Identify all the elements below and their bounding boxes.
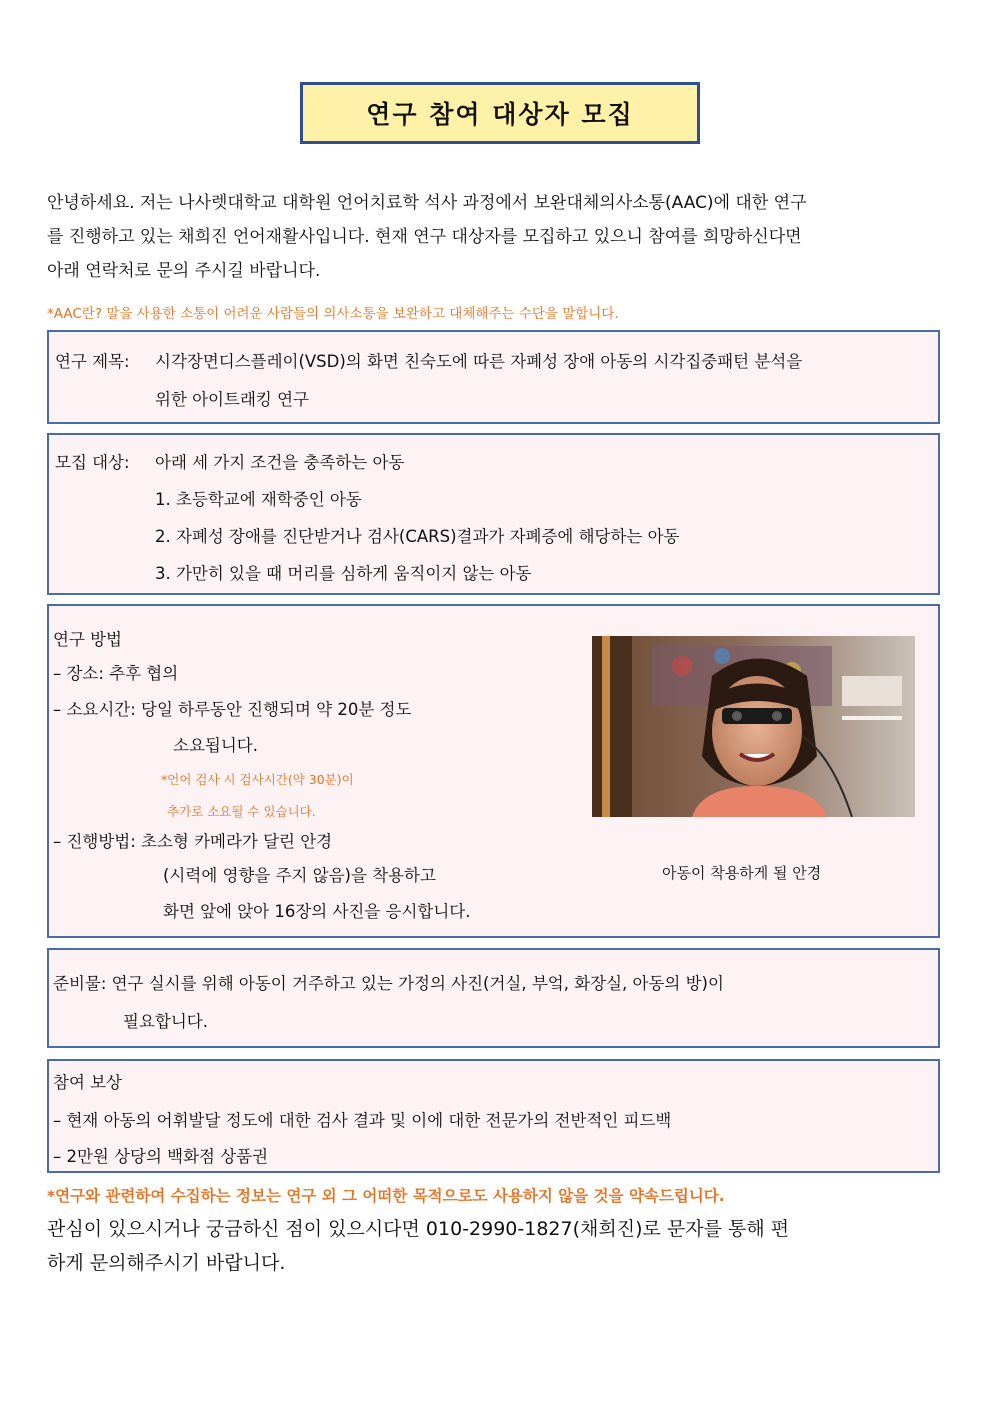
- method-note: *언어 검사 시 검사시간(약 30분)이: [161, 772, 354, 787]
- intro-line: 안녕하세요. 저는 나사렛대학교 대학원 언어치료학 석사 과정에서 보완대체의사소통(AAC)에 대한 연구: [47, 193, 807, 213]
- recruit-box: [47, 433, 940, 595]
- study-title-line: 시각장면디스플레이(VSD)의 화면 친숙도에 따른 자폐성 장애 아동의 시각집중패턴 분석을: [155, 352, 803, 371]
- intro-line: 아래 연락처로 문의 주시길 바랍니다.: [47, 261, 321, 281]
- aac-note: *AAC란? 말을 사용한 소통이 어려운 사람들의 의사소통을 보완하고 대체해주는 수단을 말합니다.: [47, 306, 619, 322]
- study-title-line: 위한 아이트래킹 연구: [155, 390, 309, 409]
- method-time-cont: 소요됩니다.: [173, 736, 258, 755]
- reward-heading: 참여 보상: [53, 1073, 123, 1092]
- method-procedure: (시력에 영향을 주지 않음)을 착용하고: [163, 866, 436, 885]
- method-time: – 소요시간: 당일 하루동안 진행되며 약 20분 정도: [53, 700, 412, 719]
- contact-paragraph: [47, 1212, 945, 1280]
- contact-line: 관심이 있으시거나 궁금하신 점이 있으시다면 010-2990-1827(채희진)로 문자를 통해 편: [47, 1218, 790, 1240]
- recruit-intro: 아래 세 가지 조건을 충족하는 아동: [155, 453, 405, 472]
- reward-box: [47, 1059, 940, 1173]
- recruit-item: 2. 자폐성 장애를 진단받거나 검사(CARS)결과가 자폐증에 해당하는 아동: [155, 527, 680, 546]
- title-box: [300, 82, 700, 144]
- prep-box: [47, 948, 940, 1048]
- prep-line: 준비물: 연구 실시를 위해 아동이 거주하고 있는 가정의 사진(거실, 부엌, 화장실, 아동의 방)이: [53, 974, 724, 993]
- method-procedure: – 진행방법: 초소형 카메라가 달린 안경: [53, 832, 333, 851]
- eye-tracker-photo: [592, 636, 915, 817]
- page-title: 연구 참여 대상자 모집: [366, 100, 634, 129]
- method-heading: 연구 방법: [53, 630, 123, 649]
- photo-caption: 아동이 착용하게 될 안경: [662, 864, 822, 882]
- photo-illustration: [592, 636, 915, 817]
- method-procedure: 화면 앞에 앉아 16장의 사진을 응시합니다.: [163, 902, 471, 921]
- contact-line: 하게 문의해주시기 바랍니다.: [47, 1252, 286, 1274]
- privacy-note: *연구와 관련하여 수집하는 정보는 연구 외 그 어떠한 목적으로도 사용하지 않을 것을 약속드립니다.: [47, 1187, 725, 1205]
- reward-item: – 현재 아동의 어휘발달 정도에 대한 검사 결과 및 이에 대한 전문가의 전반적인 피드백: [53, 1111, 672, 1130]
- recruit-item: 1. 초등학교에 재학중인 아동: [155, 490, 362, 509]
- recruit-item: 3. 가만히 있을 때 머리를 심하게 움직이지 않는 아동: [155, 564, 532, 583]
- prep-line: 필요합니다.: [123, 1012, 208, 1031]
- intro-paragraph: [47, 186, 945, 288]
- method-place: – 장소: 추후 협의: [53, 664, 179, 683]
- reward-item: – 2만원 상당의 백화점 상품권: [53, 1147, 269, 1166]
- method-note: 추가로 소요될 수 있습니다.: [167, 804, 316, 819]
- intro-line: 를 진행하고 있는 채희진 언어재활사입니다. 현재 연구 대상자를 모집하고 있으니 참여를 희망하신다면: [47, 227, 802, 247]
- study-title-label: 연구 제목:: [55, 352, 130, 371]
- study-title-box: [47, 330, 940, 424]
- recruit-label: 모집 대상:: [55, 453, 130, 472]
